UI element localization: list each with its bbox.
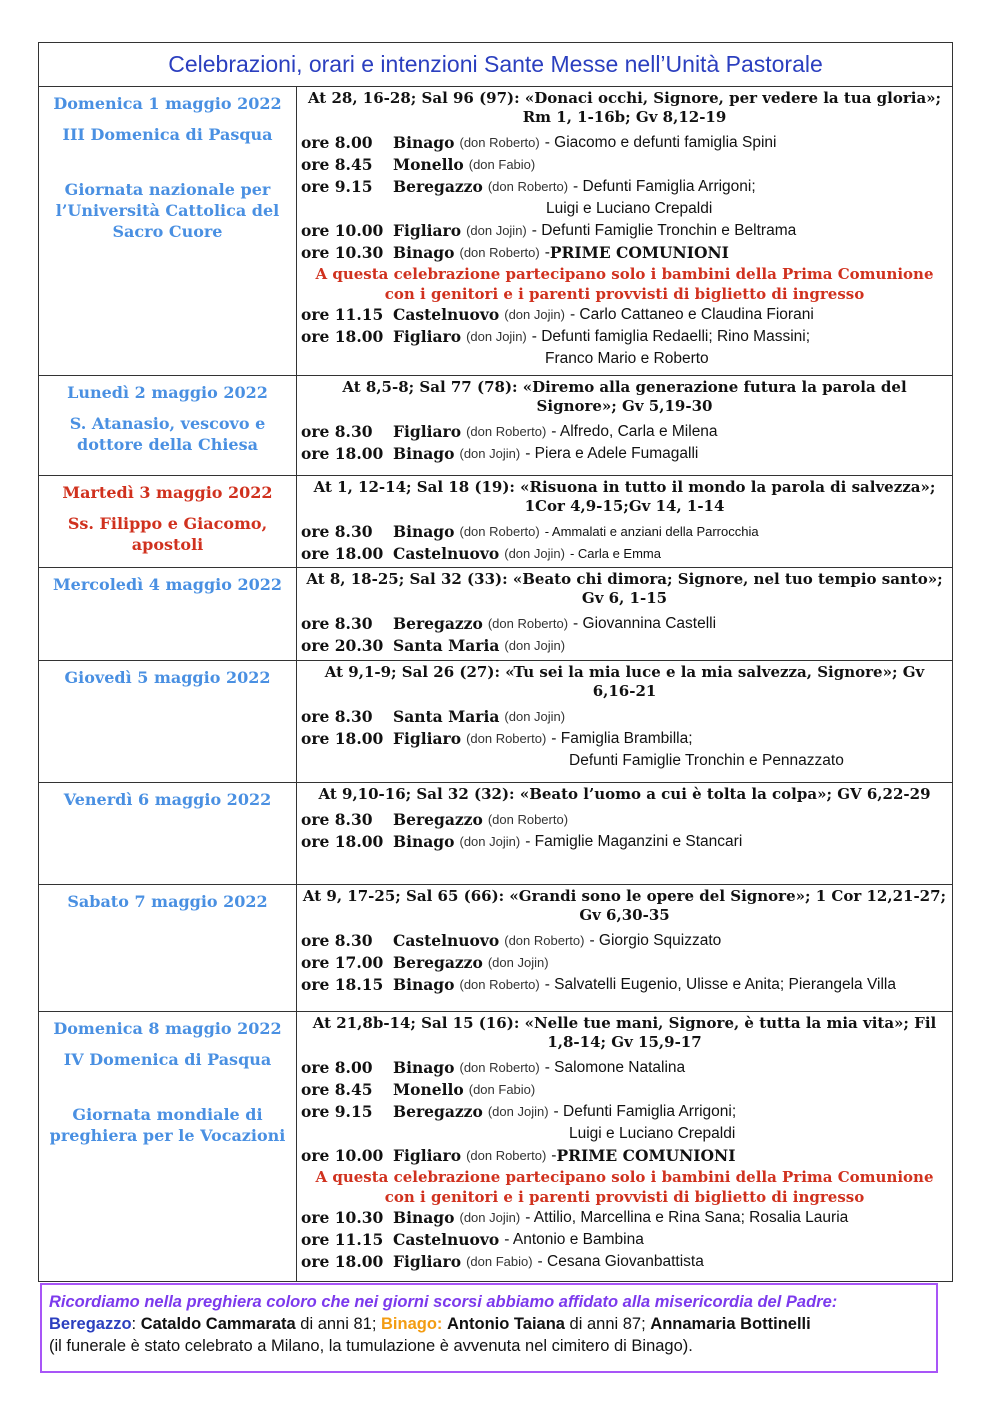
mass-time: ore 8.30 [301,931,373,950]
day-date: Domenica 1 maggio 2022 [53,94,282,113]
mass-entry [301,154,948,176]
footer-location-beregazzo: Beregazzo [49,1315,132,1333]
day-masses [297,885,953,1012]
day-masses [297,661,953,783]
liturgy-readings: At 9,1-9; Sal 26 (27): «Tu sei la mia luce e la mia salvezza, Signore»; Gv 6,16-21 [324,663,925,700]
day-row [39,661,953,783]
mass-time: ore 17.00 [301,953,384,972]
mass-intention: - Defunti Famiglie Tronchin e Beltrama [531,222,797,239]
mass-time: ore 20.30 [301,636,384,655]
schedule-table [38,42,953,1282]
day-date: Domenica 8 maggio 2022 [53,1019,282,1038]
mass-place: Binago [393,975,455,994]
mass-intention: - [551,1147,557,1164]
day-date: Martedì 3 maggio 2022 [62,483,273,502]
footer-age-1: di anni 81; [295,1315,381,1333]
footer-name-1: Cataldo Cammarata [140,1315,296,1333]
prayer-footer [40,1283,938,1373]
page-title: Celebrazioni, orari e intenzioni Sante Messe nell’Unità Pastorale [39,43,953,87]
day-row [39,87,953,376]
mass-priest: (don Roberto) [459,977,540,992]
mass-priest: (don Jojin) [466,329,527,344]
mass-time: ore 18.00 [301,544,384,563]
mass-priest: (don Jojin) [466,223,527,238]
day-feast: Giornata mondiale di preghiera per le Vocazioni [49,1105,286,1145]
mass-place: Beregazzo [393,177,483,196]
mass-time: ore 10.30 [301,1208,384,1227]
mass-priest: (don Jojin) [504,307,565,322]
day-feast: Ss. Filippo e Giacomo, apostoli [67,514,268,554]
mass-place: Castelnuovo [393,931,500,950]
mass-entry [301,952,948,974]
mass-time: ore 8.30 [301,707,373,726]
mass-priest: (don Jojin) [459,446,521,461]
first-communion-label: PRIME COMUNIONI [556,1146,736,1165]
mass-place: Binago [393,1208,455,1227]
mass-entry [301,443,948,465]
day-date: Mercoledì 4 maggio 2022 [52,575,283,594]
mass-place: Binago [393,1058,455,1077]
mass-priest: (don Jojin) [487,955,549,970]
intention-text: Defunti Famiglie Tronchin e Pennazzato [569,752,844,769]
mass-priest: (don Roberto) [459,245,540,260]
mass-time: ore 18.00 [301,327,384,346]
footer-name-2: Antonio Taiana [447,1315,565,1333]
day-info [39,885,297,1012]
day-row [39,568,953,661]
intention-continued [301,750,948,772]
day-feast: IV Domenica di Pasqua [63,1050,272,1069]
mass-place: Binago [393,522,455,541]
mass-place: Castelnuovo [393,544,500,563]
mass-time: ore 8.45 [301,155,373,174]
mass-entry [301,521,948,543]
mass-intention: - Giorgio Squizzato [589,932,722,949]
mass-place: Beregazzo [393,614,483,633]
mass-intention: - Cesana Giovanbattista [537,1253,704,1270]
footer-intro: Ricordiamo nella preghiera coloro che nei giorni scorsi abbiamo affidato alla misericordia del Padre: [49,1293,838,1311]
mass-time: ore 18.15 [301,975,384,994]
spacer [39,155,296,179]
mass-priest: (don Jojin) [459,1210,521,1225]
mass-entry [301,635,948,657]
mass-entry [301,1101,948,1123]
footer-names: Beregazzo: Cataldo Cammarata di anni 81; Binago: Antonio Taiana di anni 87; Annamaria Bottinelli [49,1315,811,1333]
mass-intention: - [544,244,550,261]
mass-place: Santa Maria [393,636,500,655]
mass-priest: (don Fabio) [468,1082,536,1097]
day-row [39,783,953,885]
day-feast: III Domenica di Pasqua [62,125,273,144]
mass-entry [301,242,948,264]
mass-time: ore 8.00 [301,1058,373,1077]
liturgy-readings: At 9,10-16; Sal 32 (32): «Beato l’uomo a cui è tolta la colpa»; GV 6,22-29 [318,785,931,803]
intention-text: Luigi e Luciano Crepaldi [569,1125,736,1142]
day-date: Venerdì 6 maggio 2022 [63,790,272,809]
mass-entry [301,1207,948,1229]
mass-place: Binago [393,444,455,463]
liturgy-readings: At 9, 17-25; Sal 65 (66): «Grandi sono le opere del Signore»; 1 Cor 12,21-27; Gv 6,30-35 [302,887,947,924]
mass-priest: (don Jojin) [487,1104,549,1119]
mass-intention: - Piera e Adele Fumagalli [525,445,699,462]
mass-place: Binago [393,243,455,262]
intention-text: Luigi e Luciano Crepaldi [546,200,713,217]
mass-place: Monello [393,155,464,174]
day-date: Sabato 7 maggio 2022 [67,892,268,911]
mass-time: ore 8.00 [301,133,373,152]
mass-entry [301,1079,948,1101]
mass-intention: - Famiglia Brambilla; [551,730,693,747]
mass-place: Castelnuovo [393,1230,500,1249]
admission-note: A questa celebrazione partecipano solo i bambini della Prima Comunione con i genitori e i parenti provvisti di biglietto di ingresso [315,265,934,303]
mass-place: Binago [393,133,455,152]
mass-time: ore 18.00 [301,1252,384,1271]
intention-text: Franco Mario e Roberto [545,350,709,367]
admission-note: A questa celebrazione partecipano solo i bambini della Prima Comunione con i genitori e i parenti provvisti di biglietto di ingresso [315,1168,934,1206]
mass-entry [301,613,948,635]
footer-age-2: di anni 87; [564,1315,651,1333]
mass-priest: (don Fabio) [466,1254,533,1269]
mass-intention: - Attilio, Marcellina e Rina Sana; Rosalia Lauria [525,1209,849,1226]
mass-place: Figliaro [393,1252,462,1271]
mass-intention: - Salomone Natalina [544,1059,686,1076]
mass-place: Figliaro [393,221,462,240]
mass-intention: - Giacomo e defunti famiglia Spini [544,134,777,151]
day-masses [297,376,953,476]
mass-entry [301,1057,948,1079]
liturgy-readings: At 28, 16-28; Sal 96 (97): «Donaci occhi, Signore, per vedere la tua gloria»; Rm 1, 1-16b; Gv 8,12-19 [307,89,942,126]
intention-continued [301,1123,948,1145]
day-info [39,476,297,568]
intention-continued [301,348,948,370]
mass-time: ore 11.15 [301,305,384,324]
day-info [39,87,297,376]
mass-time: ore 8.30 [301,522,373,541]
mass-time: ore 10.00 [301,221,384,240]
mass-entry [301,1251,948,1273]
mass-time: ore 8.45 [301,1080,373,1099]
mass-place: Binago [393,832,455,851]
mass-priest: (don Jojin) [504,709,566,724]
mass-time: ore 18.00 [301,444,384,463]
mass-intention: - Antonio e Bambina [504,1231,644,1248]
mass-priest: (don Roberto) [487,616,569,631]
day-row [39,476,953,568]
mass-time: ore 8.30 [301,422,373,441]
spacer [39,1080,296,1104]
mass-entry [301,809,948,831]
day-row [39,376,953,476]
mass-time: ore 8.30 [301,614,373,633]
mass-entry [301,1145,948,1167]
footer-note: (il funerale è stato celebrato a Milano, la tumulazione è avvenuta nel cimitero di Binago). [49,1337,693,1355]
mass-entry [301,326,948,348]
mass-intention: - Salvatelli Eugenio, Ulisse e Anita; Pierangela Villa [544,976,896,993]
mass-entry [301,706,948,728]
mass-entry [301,930,948,952]
mass-entry [301,176,948,198]
mass-time: ore 10.30 [301,243,384,262]
mass-intention: - Defunti Famiglia Arrigoni; [573,178,756,195]
mass-entry [301,220,948,242]
day-feast: Giornata nazionale per l’Università Cattolica del Sacro Cuore [55,180,280,241]
mass-priest: (don Roberto) [487,179,569,194]
liturgy-readings: At 21,8b-14; Sal 15 (16): «Nelle tue mani, Signore, è tutta la mia vita»; Fil 1,8-14; Gv 15,9-17 [312,1014,937,1051]
mass-priest: (don Roberto) [459,524,540,539]
day-info [39,661,297,783]
mass-priest: (don Roberto) [459,1060,540,1075]
schedule-page [38,42,952,1282]
day-info [39,376,297,476]
mass-intention: - Defunti famiglia Redaelli; Rino Massini; [531,328,811,345]
mass-entry [301,728,948,750]
mass-priest: (don Roberto) [466,1148,547,1163]
mass-time: ore 11.15 [301,1230,384,1249]
day-date: Lunedì 2 maggio 2022 [67,383,268,402]
mass-time: ore 10.00 [301,1146,384,1165]
mass-entry [301,304,948,326]
day-row [39,885,953,1012]
mass-intention: - Alfredo, Carla e Milena [551,423,718,440]
mass-priest: (don Jojin) [504,546,565,561]
mass-place: Beregazzo [393,1102,483,1121]
liturgy-readings: At 8,5-8; Sal 77 (78): «Diremo alla generazione futura la parola del Signore»; Gv 5,19-30 [342,378,907,415]
mass-priest: (don Jojin) [459,834,521,849]
day-info [39,568,297,661]
mass-priest: (don Roberto) [466,424,547,439]
mass-place: Beregazzo [393,953,483,972]
first-communion-label: PRIME COMUNIONI [549,243,729,262]
mass-intention: - Carla e Emma [569,546,661,561]
mass-entry [301,1229,948,1251]
liturgy-readings: At 8, 18-25; Sal 32 (33): «Beato chi dimora; Signore, nel tuo tempio santo»; Gv 6, 1-15 [306,570,943,607]
liturgy-readings: At 1, 12-14; Sal 18 (19): «Risuona in tutto il mondo la parola di salvezza»; 1Cor 4,9-15;Gv 14, 1-14 [313,478,936,515]
mass-priest: (don Jojin) [504,638,566,653]
day-masses [297,476,953,568]
day-date: Giovedì 5 maggio 2022 [64,668,271,687]
mass-place: Figliaro [393,1146,462,1165]
mass-intention: - Ammalati e anziani della Parrocchia [544,524,759,539]
mass-time: ore 8.30 [301,810,373,829]
mass-place: Santa Maria [393,707,500,726]
day-masses [297,87,953,376]
mass-time: ore 9.15 [301,1102,373,1121]
mass-place: Castelnuovo [393,305,500,324]
mass-entry [301,132,948,154]
day-masses [297,783,953,885]
day-info [39,1012,297,1282]
mass-intention: - Giovannina Castelli [573,615,717,632]
mass-place: Figliaro [393,422,462,441]
day-row [39,1012,953,1282]
footer-location-binago: Binago: [381,1315,443,1333]
mass-entry [301,421,948,443]
mass-intention: - Defunti Famiglia Arrigoni; [553,1103,737,1120]
mass-time: ore 18.00 [301,832,384,851]
mass-entry [301,831,948,853]
day-masses [297,568,953,661]
day-masses [297,1012,953,1282]
mass-time: ore 9.15 [301,177,373,196]
mass-priest: (don Roberto) [504,933,585,948]
mass-intention: - Famiglie Maganzini e Stancari [525,833,743,850]
day-feast: S. Atanasio, vescovo e dottore della Chiesa [69,414,266,454]
mass-priest: (don Roberto) [487,812,569,827]
mass-place: Figliaro [393,729,462,748]
mass-priest: (don Roberto) [466,731,547,746]
footer-name-3: Annamaria Bottinelli [650,1315,811,1333]
mass-entry [301,974,948,996]
mass-priest: (don Roberto) [459,135,540,150]
mass-entry [301,543,948,565]
mass-time: ore 18.00 [301,729,384,748]
mass-place: Figliaro [393,327,462,346]
day-info [39,783,297,885]
mass-priest: (don Fabio) [468,157,536,172]
mass-place: Monello [393,1080,464,1099]
mass-place: Beregazzo [393,810,483,829]
intention-continued [301,198,948,220]
mass-intention: - Carlo Cattaneo e Claudina Fiorani [569,306,814,323]
